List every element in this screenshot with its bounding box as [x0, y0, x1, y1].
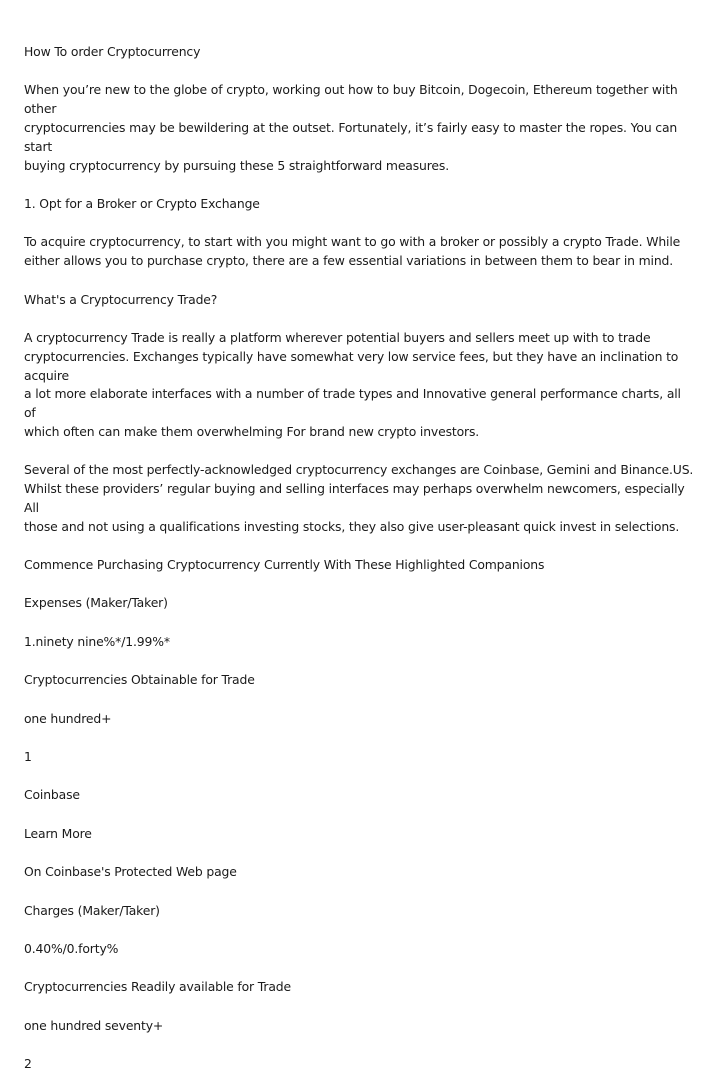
cryptos-value: one hundred+	[24, 710, 112, 726]
partners-heading: Commence Purchasing Cryptocurrency Currently With These Highlighted Companions	[24, 557, 545, 573]
text-line: which often can make them overwhelming For brand new crypto investors.	[24, 423, 480, 439]
text-line: those and not using a qualifications investing stocks, they also give user-pleasant quick invest in selections.	[24, 518, 680, 534]
question-heading	[24, 291, 696, 310]
broker-paragraph	[24, 233, 696, 271]
text-line: Whilst these providers’ regular buying and selling interfaces may perhaps overwhelm newcomers, especially All	[24, 481, 685, 515]
document-title: How To order Cryptocurrency	[24, 44, 201, 59]
cryptos-label: Cryptocurrencies Obtainable for Trade	[24, 672, 255, 688]
fees-value: 1.ninety nine%*/1.99%*	[24, 633, 170, 649]
text-line: cryptocurrencies may be bewildering at the outset. Fortunately, it’s fairly easy to master the ropes. You can start	[24, 119, 678, 154]
cryptos-available-value: one hundred seventy+	[24, 1017, 164, 1033]
text-line: To acquire cryptocurrency, to start with you might want to go with a broker or possibly a crypto Trade. While	[24, 234, 681, 250]
text-line: When you’re new to the globe of crypto, working out how to buy Bitcoin, Dogecoin, Ethereum together with other	[24, 82, 678, 117]
rank-number: 1	[24, 749, 32, 765]
exchanges-list-paragraph	[24, 461, 696, 536]
provider-site-note: On Coinbase's Protected Web page	[24, 864, 237, 880]
text-line: either allows you to purchase crypto, there are a few essential variations in between them to bear in mind.	[24, 253, 674, 269]
intro-paragraph	[24, 81, 696, 175]
exchange-paragraph	[24, 329, 696, 442]
learn-more-link[interactable]: Learn More	[24, 825, 92, 841]
charges-value: 0.40%/0.forty%	[24, 941, 119, 956]
text-line: 1. Opt for a Broker or Crypto Exchange	[24, 195, 260, 211]
rank-number: 2	[24, 1056, 32, 1072]
step-heading	[24, 195, 696, 214]
text-line: Several of the most perfectly-acknowledged cryptocurrency exchanges are Coinbase, Gemini and Binance.US.	[24, 462, 694, 478]
cryptos-available-label: Cryptocurrencies Readily available for Trade	[24, 979, 291, 995]
text-line: buying cryptocurrency by pursuing these 5 straightforward measures.	[24, 157, 449, 173]
provider-name: Coinbase	[24, 787, 80, 803]
fees-label: Expenses (Maker/Taker)	[24, 595, 168, 611]
text-line: A cryptocurrency Trade is really a platform wherever potential buyers and sellers meet up with to trade	[24, 329, 651, 345]
text-line: What's a Cryptocurrency Trade?	[24, 291, 218, 307]
charges-label: Charges (Maker/Taker)	[24, 902, 160, 918]
text-line: a lot more elaborate interfaces with a number of trade types and Innovative general performance charts, all of	[24, 386, 681, 421]
text-line: cryptocurrencies. Exchanges typically have somewhat very low service fees, but they have an inclination to acquire	[24, 348, 679, 383]
